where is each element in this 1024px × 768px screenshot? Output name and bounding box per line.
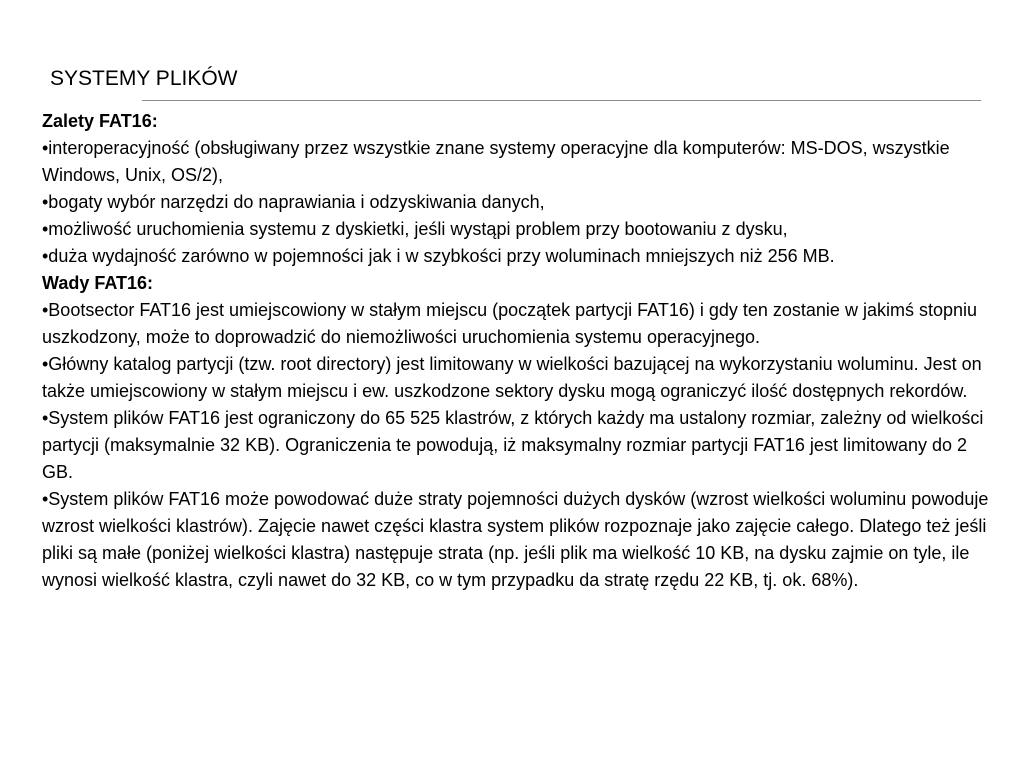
- disadvantages-heading: Wady FAT16:: [42, 273, 154, 293]
- title-divider: [142, 100, 981, 101]
- advantages-heading: Zalety FAT16:: [42, 111, 158, 131]
- advantage-item: •duża wydajność zarówno w pojemności jak i w szybkości przy woluminach mniejszych niż 256 MB.: [42, 246, 835, 266]
- disadvantage-item: •Główny katalog partycji (tzw. root directory) jest limitowany w wielkości bazującej na wykorzystaniu woluminu. Jest on także umiejscowiony w stałym miejscu i ew. uszkodzone sektory dysku mogą ograniczyć ilość dostępnych rekordów.: [42, 354, 982, 401]
- disadvantage-item: •System plików FAT16 może powodować duże straty pojemności dużych dysków (wzrost wielkości woluminu powoduje wzrost wielkości klastrów). Zajęcie nawet części klastra system plików rozpoznaje jako zajęcie całego. Dlatego też jeśli pliki są małe (poniżej wielkości klastra) następuje strata (np. jeśli plik ma wielkość 10 KB, na dysku zajmie on tyle, ile wynosi wielkość klastra, czyli nawet do 32 KB, co w tym przypadku da stratę rzędu 22 KB, tj. ok. 68%).: [42, 489, 989, 590]
- advantage-item: •bogaty wybór narzędzi do naprawiania i odzyskiwania danych,: [42, 192, 545, 212]
- disadvantage-item: •System plików FAT16 jest ograniczony do 65 525 klastrów, z których każdy ma ustalony rozmiar, zależny od wielkości partycji (maksymalnie 32 KB). Ograniczenia te powodują, iż maksymalny rozmiar partycji FAT16 jest limitowany do 2 GB.: [42, 408, 984, 482]
- disadvantage-item: •Bootsector FAT16 jest umiejscowiony w stałym miejscu (początek partycji FAT16) i gdy ten zostanie w jakimś stopniu uszkodzony, może to doprowadzić do niemożliwości uruchomienia systemu operacyjnego.: [42, 300, 977, 347]
- slide-title: SYSTEMY PLIKÓW: [50, 67, 238, 90]
- advantage-item: •interoperacyjność (obsługiwany przez wszystkie znane systemy operacyjne dla komputerów: MS-DOS, wszystkie Windows, Unix, OS/2),: [42, 138, 950, 185]
- advantage-item: •możliwość uruchomienia systemu z dyskietki, jeśli wystąpi problem przy bootowaniu z dysku,: [42, 219, 788, 239]
- slide-content: [42, 108, 992, 594]
